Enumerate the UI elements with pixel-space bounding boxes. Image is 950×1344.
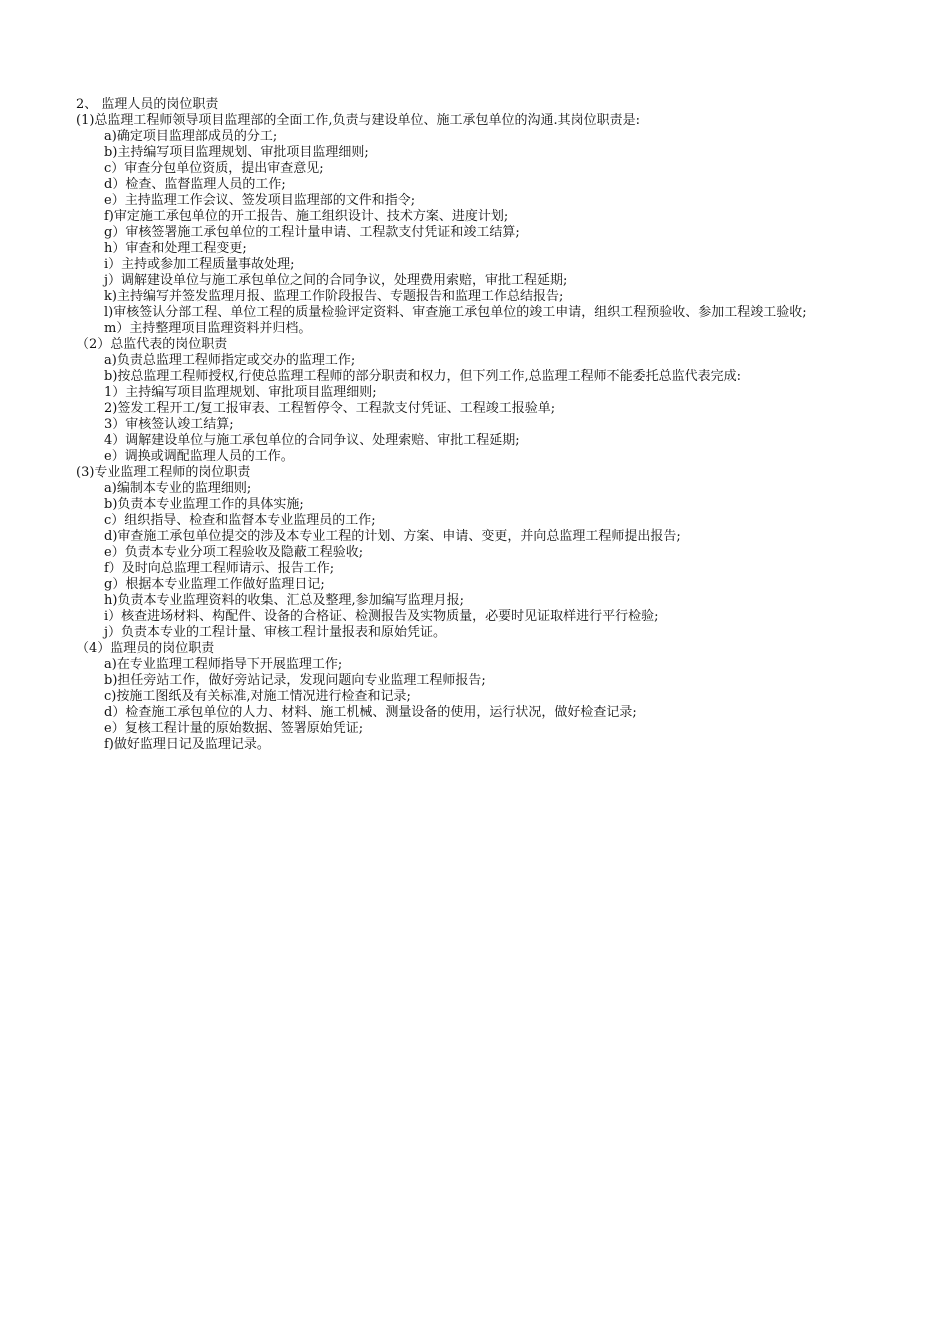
list-item: b)负责本专业监理工作的具体实施; xyxy=(104,497,304,512)
section-heading: 2、 监理人员的岗位职责 xyxy=(76,97,219,112)
list-item: a)编制本专业的监理细则; xyxy=(104,481,252,496)
list-item: e）主持监理工作会议、签发项目监理部的文件和指令; xyxy=(104,193,416,208)
list-item: d）检查、监督监理人员的工作; xyxy=(104,177,286,192)
list-item: a)负责总监理工程师指定或交办的监理工作; xyxy=(104,353,356,368)
document-body xyxy=(76,97,916,753)
list-item: b)主持编写项目监理规划、审批项目监理细则; xyxy=(104,145,369,160)
list-item: e）复核工程计量的原始数据、签署原始凭证; xyxy=(104,721,364,736)
list-item: a)在专业监理工程师指导下开展监理工作; xyxy=(104,657,343,672)
list-item: d)审查施工承包单位提交的涉及本专业工程的计划、方案、申请、变更，并向总监理工程师提出报告; xyxy=(104,529,681,544)
subsection-title-4: （4）监理员的岗位职责 xyxy=(76,641,215,656)
list-item: 1）主持编写项目监理规划、审批项目监理细则; xyxy=(104,385,377,400)
subsection-title-2: （2）总监代表的岗位职责 xyxy=(76,337,228,352)
list-item: 3）审核签认竣工结算; xyxy=(104,417,234,432)
list-item: h)负责本专业监理资料的收集、汇总及整理,参加编写监理月报; xyxy=(104,593,464,608)
subsection-title-1: (1)总监理工程师领导项目监理部的全面工作,负责与建设单位、施工承包单位的沟通.其岗位职责是: xyxy=(76,113,641,128)
list-item: 2)签发工程开工/复工报审表、工程暂停令、工程款支付凭证、工程竣工报验单; xyxy=(104,401,556,416)
list-item: f）及时向总监理工程师请示、报告工作; xyxy=(104,561,335,576)
list-item: b)按总监理工程师授权,行使总监理工程师的部分职责和权力，但下列工作,总监理工程师不能委托总监代表完成: xyxy=(104,369,742,384)
list-item: c)按施工图纸及有关标准,对施工情况进行检查和记录; xyxy=(104,689,411,704)
list-item: f)做好监理日记及监理记录。 xyxy=(104,737,270,752)
list-item: d）检查施工承包单位的人力、材料、施工机械、测量设备的使用，运行状况，做好检查记录; xyxy=(104,705,637,720)
list-item: i）核查进场材料、构配件、设备的合格证、检测报告及实物质量，必要时见证取样进行平行检验; xyxy=(104,609,659,624)
list-item: 4）调解建设单位与施工承包单位的合同争议、处理索赔、审批工程延期; xyxy=(104,433,520,448)
list-item: e）负责本专业分项工程验收及隐蔽工程验收; xyxy=(104,545,364,560)
list-item: l)审核签认分部工程、单位工程的质量检验评定资料、审查施工承包单位的竣工申请，组织工程预验收、参加工程竣工验收; xyxy=(104,305,807,320)
list-item: c）组织指导、检查和监督本专业监理员的工作; xyxy=(104,513,376,528)
list-item: b)担任旁站工作，做好旁站记录，发现问题向专业监理工程师报告; xyxy=(104,673,486,688)
list-item: k)主持编写并签发监理月报、监理工作阶段报告、专题报告和监理工作总结报告; xyxy=(104,289,564,304)
list-item: f)审定施工承包单位的开工报告、施工组织设计、技术方案、进度计划; xyxy=(104,209,509,224)
list-item: a)确定项目监理部成员的分工; xyxy=(104,129,278,144)
list-item: g）根据本专业监理工作做好监理日记; xyxy=(104,577,325,592)
list-item: j）负责本专业的工程计量、审核工程计量报表和原始凭证。 xyxy=(104,625,447,640)
list-item: h）审查和处理工程变更; xyxy=(104,241,247,256)
list-item: c）审查分包单位资质，提出审查意见; xyxy=(104,161,324,176)
list-item: g）审核签署施工承包单位的工程计量申请、工程款支付凭证和竣工结算; xyxy=(104,225,520,240)
list-item: e）调换或调配监理人员的工作。 xyxy=(104,449,294,464)
list-item: i）主持或参加工程质量事故处理; xyxy=(104,257,295,272)
list-item: j）调解建设单位与施工承包单位之间的合同争议，处理费用索赔，审批工程延期; xyxy=(104,273,568,288)
list-item: m）主持整理项目监理资料并归档。 xyxy=(104,321,312,336)
subsection-title-3: (3)专业监理工程师的岗位职责 xyxy=(76,465,251,480)
